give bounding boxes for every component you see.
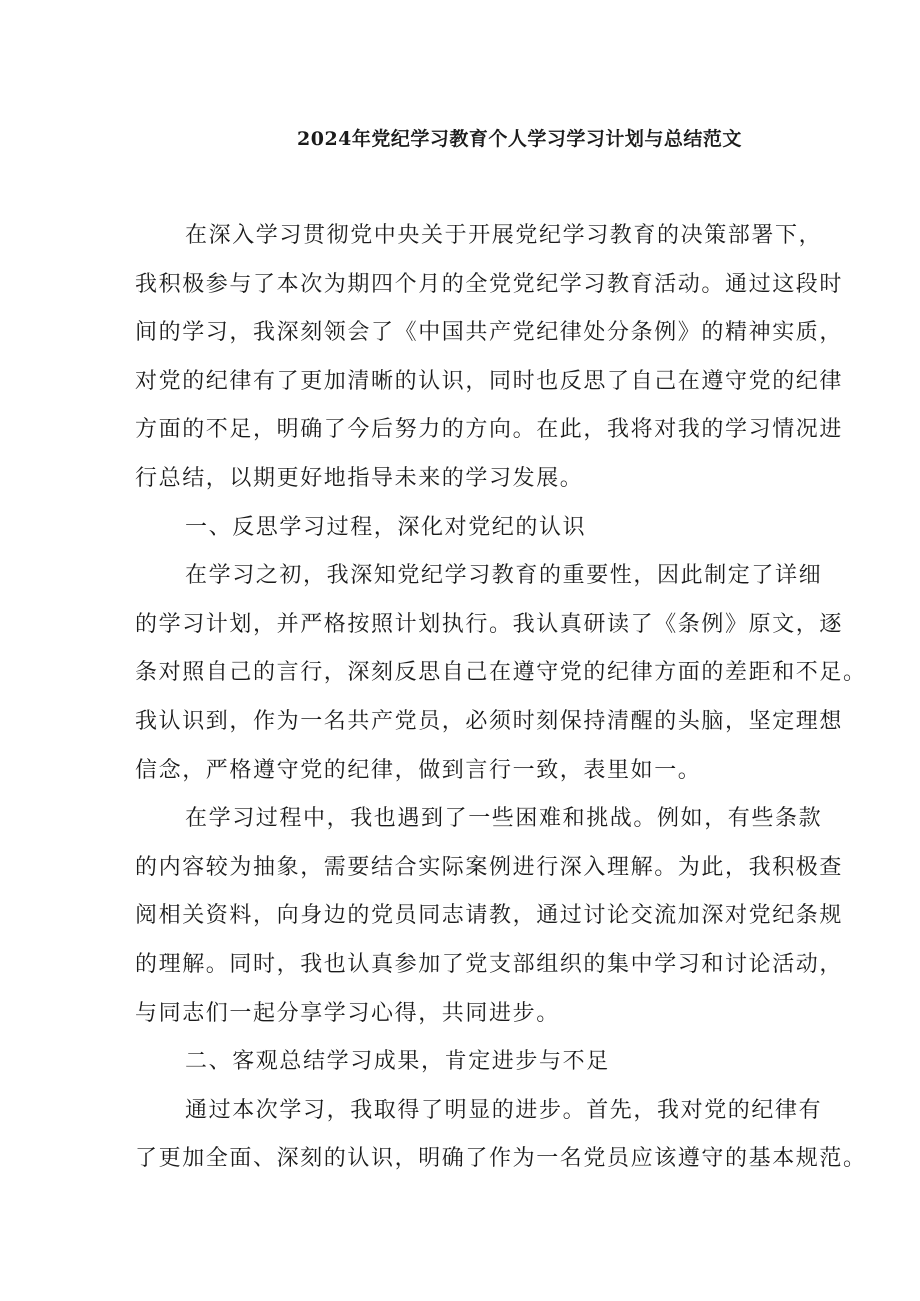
text-line: 我积极参与了本次为期四个月的全党党纪学习教育活动。通过这段时: [135, 271, 844, 297]
text-line: 信念，严格遵守党的纪律，做到言行一致，表里如一。: [135, 757, 702, 783]
text-line: 行总结，以期更好地指导未来的学习发展。: [135, 465, 584, 491]
text-line: 了更加全面、深刻的认识，明确了作为一名党员应该遵守的基本规范。: [135, 1146, 867, 1172]
text-line: 我认识到，作为一名共产党员，必须时刻保持清醒的头脑，坚定理想: [135, 708, 844, 734]
text-line: 在学习过程中，我也遇到了一些困难和挑战。例如，有些条款: [185, 806, 823, 832]
text-line: 间的学习，我深刻领会了《中国共产党纪律处分条例》的精神实质，: [135, 320, 844, 346]
paragraph-challenges: [135, 795, 844, 1038]
document-body: [135, 212, 867, 1184]
text-line: 通过本次学习，我取得了明显的进步。首先，我对党的纪律有: [185, 1097, 823, 1123]
text-line: 的学习计划，并严格按照计划执行。我认真研读了《条例》原文，逐: [135, 611, 844, 637]
text-line: 方面的不足，明确了今后努力的方向。在此，我将对我的学习情况进: [135, 417, 844, 443]
section-heading-1: 一、反思学习过程，深化对党纪的认识: [185, 514, 587, 540]
text-line: 条对照自己的言行，深刻反思自己在遵守党的纪律方面的差距和不足。: [135, 660, 867, 686]
text-line: 在学习之初，我深知党纪学习教育的重要性，因此制定了详细: [185, 563, 823, 589]
paragraph-intro: [135, 212, 844, 504]
text-line: 的理解。同时，我也认真参加了党支部组织的集中学习和讨论活动，: [135, 951, 844, 977]
section-heading-2: 二、客观总结学习成果，肯定进步与不足: [185, 1049, 610, 1075]
text-line: 的内容较为抽象，需要结合实际案例进行深入理解。为此，我积极查: [135, 854, 844, 880]
text-line: 与同志们一起分享学习心得，共同进步。: [135, 1000, 560, 1026]
document-title: 2024年党纪学习教育个人学习学习计划与总结范文: [297, 128, 742, 150]
text-line: 阅相关资料，向身边的党员同志请教，通过讨论交流加深对党纪条规: [135, 903, 844, 929]
paragraph-reflection: [135, 552, 867, 795]
paragraph-results: [135, 1087, 867, 1184]
text-line: 在深入学习贯彻党中央关于开展党纪学习教育的决策部署下，: [185, 223, 823, 248]
text-line: 对党的纪律有了更加清晰的认识，同时也反思了自己在遵守党的纪律: [135, 368, 844, 394]
